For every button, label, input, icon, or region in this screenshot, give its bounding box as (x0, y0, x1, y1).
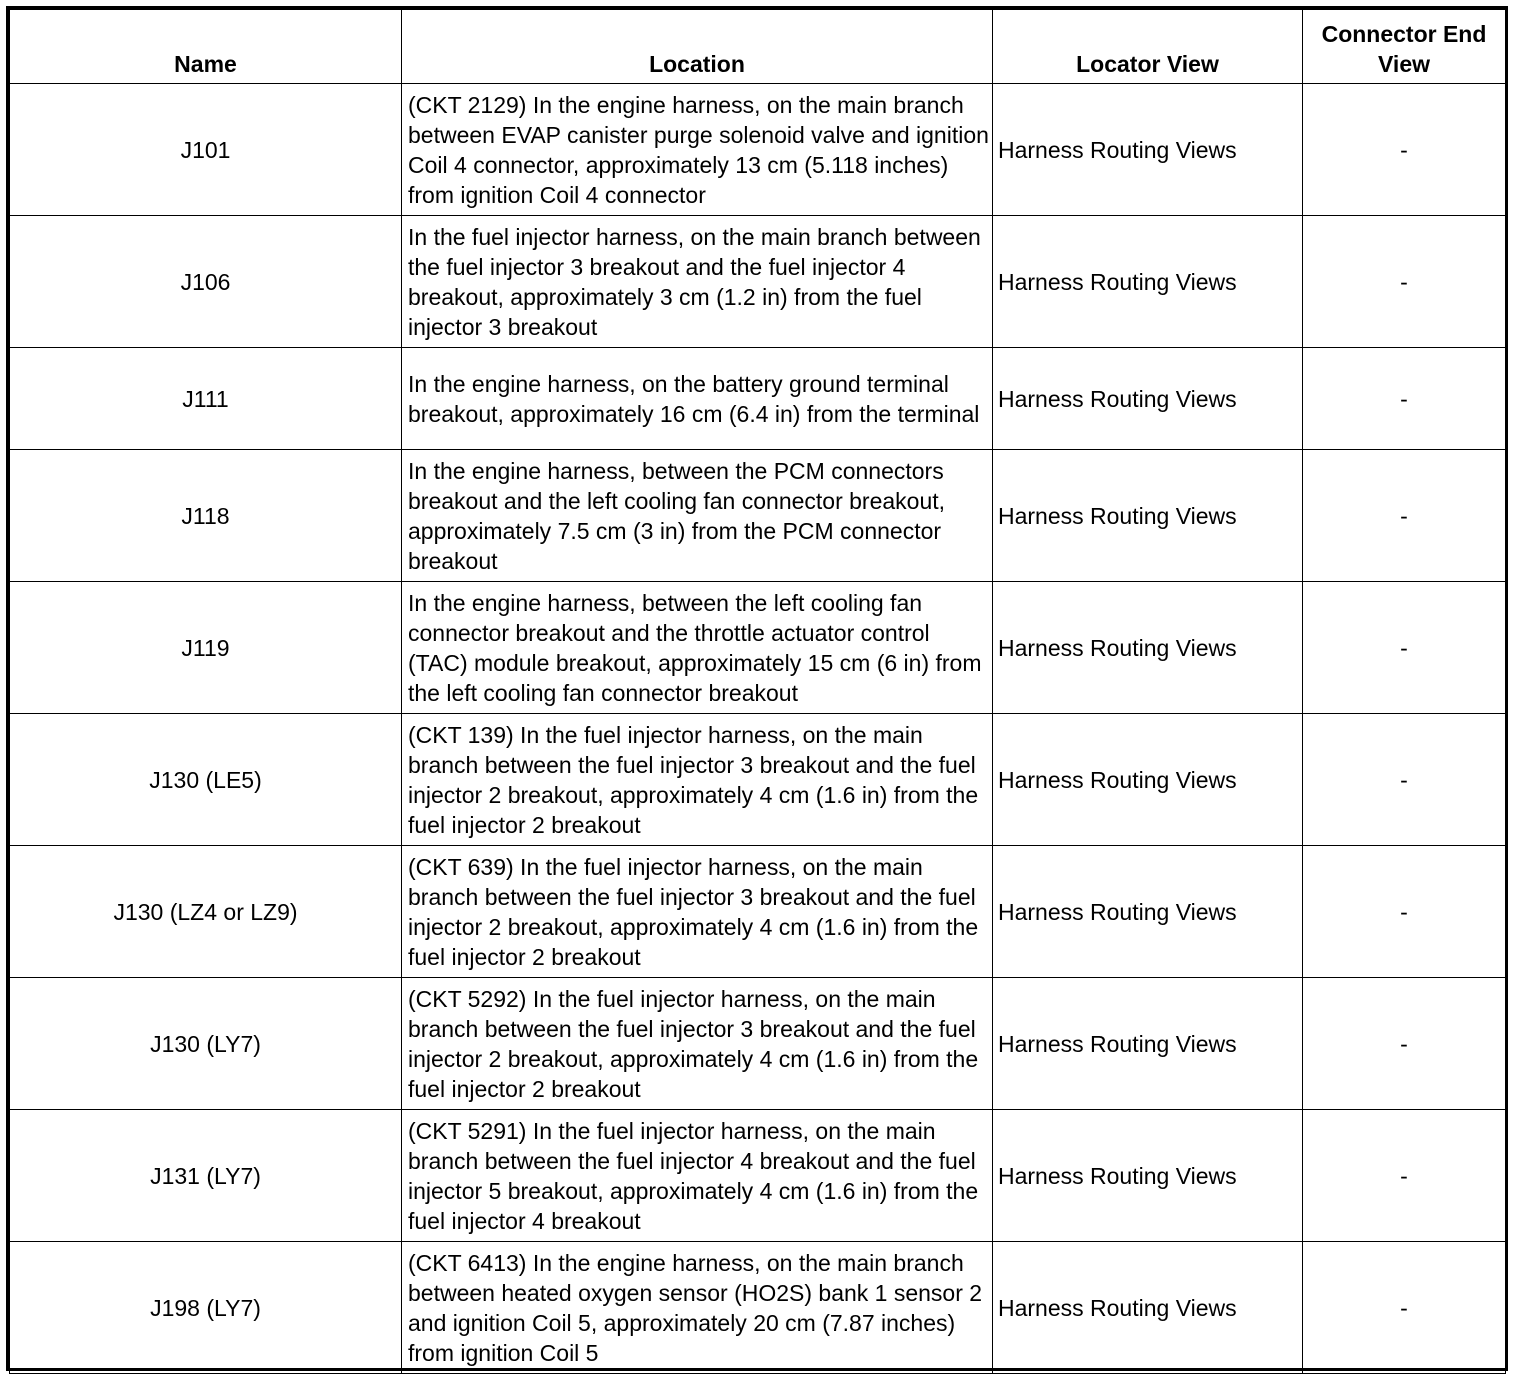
row-locator-view: Harness Routing Views (993, 348, 1303, 450)
row-locator-view: Harness Routing Views (993, 216, 1303, 348)
row-connector-end-view: - (1303, 714, 1506, 846)
row-location: (CKT 6413) In the engine harness, on the main branch between heated oxygen sensor (HO2S) bank 1 sensor 2 and ignition Coil 5, approximately 20 cm (7.87 inches) from ignition Coil 5 (402, 1242, 993, 1374)
table-row (10, 1242, 1506, 1374)
row-locator-view: Harness Routing Views (993, 84, 1303, 216)
table-row (10, 450, 1506, 582)
row-location: (CKT 2129) In the engine harness, on the main branch between EVAP canister purge solenoid valve and ignition Coil 4 connector, approximately 13 cm (5.118 inches) from ignition Coil 4 connector (402, 84, 993, 216)
row-connector-end-view: - (1303, 84, 1506, 216)
row-name: J101 (10, 84, 402, 216)
row-location: In the fuel injector harness, on the main branch between the fuel injector 3 breakout and the fuel injector 4 breakout, approximately 3 cm (1.2 in) from the fuel injector 3 breakout (402, 216, 993, 348)
row-locator-view: Harness Routing Views (993, 450, 1303, 582)
row-connector-end-view: - (1303, 1110, 1506, 1242)
row-locator-view: Harness Routing Views (993, 978, 1303, 1110)
table-row (10, 978, 1506, 1110)
row-name: J106 (10, 216, 402, 348)
table-row (10, 348, 1506, 450)
table-row (10, 1110, 1506, 1242)
row-name: J118 (10, 450, 402, 582)
table-row (10, 714, 1506, 846)
row-connector-end-view: - (1303, 582, 1506, 714)
header-location: Location (402, 10, 993, 84)
row-location: (CKT 139) In the fuel injector harness, on the main branch between the fuel injector 3 breakout and the fuel injector 2 breakout, approximately 4 cm (1.6 in) from the fuel injector 2 breakout (402, 714, 993, 846)
row-name: J130 (LY7) (10, 978, 402, 1110)
row-location: In the engine harness, on the battery ground terminal breakout, approximately 16 cm (6.4 in) from the terminal (402, 348, 993, 450)
row-connector-end-view: - (1303, 846, 1506, 978)
splice-location-table-container (6, 6, 1508, 1371)
row-locator-view: Harness Routing Views (993, 1110, 1303, 1242)
row-locator-view: Harness Routing Views (993, 582, 1303, 714)
table-row (10, 84, 1506, 216)
header-connector-end-view: Connector End View (1303, 10, 1506, 84)
row-location: (CKT 639) In the fuel injector harness, on the main branch between the fuel injector 3 breakout and the fuel injector 2 breakout, approximately 4 cm (1.6 in) from the fuel injector 2 breakout (402, 846, 993, 978)
row-locator-view: Harness Routing Views (993, 714, 1303, 846)
row-name: J130 (LZ4 or LZ9) (10, 846, 402, 978)
row-connector-end-view: - (1303, 348, 1506, 450)
row-connector-end-view: - (1303, 450, 1506, 582)
row-location: (CKT 5291) In the fuel injector harness, on the main branch between the fuel injector 4 breakout and the fuel injector 5 breakout, approximately 4 cm (1.6 in) from the fuel injector 4 breakout (402, 1110, 993, 1242)
row-locator-view: Harness Routing Views (993, 1242, 1303, 1374)
row-location: (CKT 5292) In the fuel injector harness, on the main branch between the fuel injector 3 breakout and the fuel injector 2 breakout, approximately 4 cm (1.6 in) from the fuel injector 2 breakout (402, 978, 993, 1110)
row-connector-end-view: - (1303, 1242, 1506, 1374)
row-connector-end-view: - (1303, 216, 1506, 348)
row-name: J131 (LY7) (10, 1110, 402, 1242)
row-connector-end-view: - (1303, 978, 1506, 1110)
table-row (10, 846, 1506, 978)
row-name: J111 (10, 348, 402, 450)
header-name: Name (10, 10, 402, 84)
splice-location-table (9, 9, 1506, 1374)
header-locator-view: Locator View (993, 10, 1303, 84)
row-name: J130 (LE5) (10, 714, 402, 846)
row-location: In the engine harness, between the left cooling fan connector breakout and the throttle actuator control (TAC) module breakout, approximately 15 cm (6 in) from the left cooling fan connector breakout (402, 582, 993, 714)
row-location: In the engine harness, between the PCM connectors breakout and the left cooling fan connector breakout, approximately 7.5 cm (3 in) from the PCM connector breakout (402, 450, 993, 582)
table-row (10, 582, 1506, 714)
row-locator-view: Harness Routing Views (993, 846, 1303, 978)
table-header-row (10, 10, 1506, 84)
row-name: J198 (LY7) (10, 1242, 402, 1374)
row-name: J119 (10, 582, 402, 714)
table-row (10, 216, 1506, 348)
